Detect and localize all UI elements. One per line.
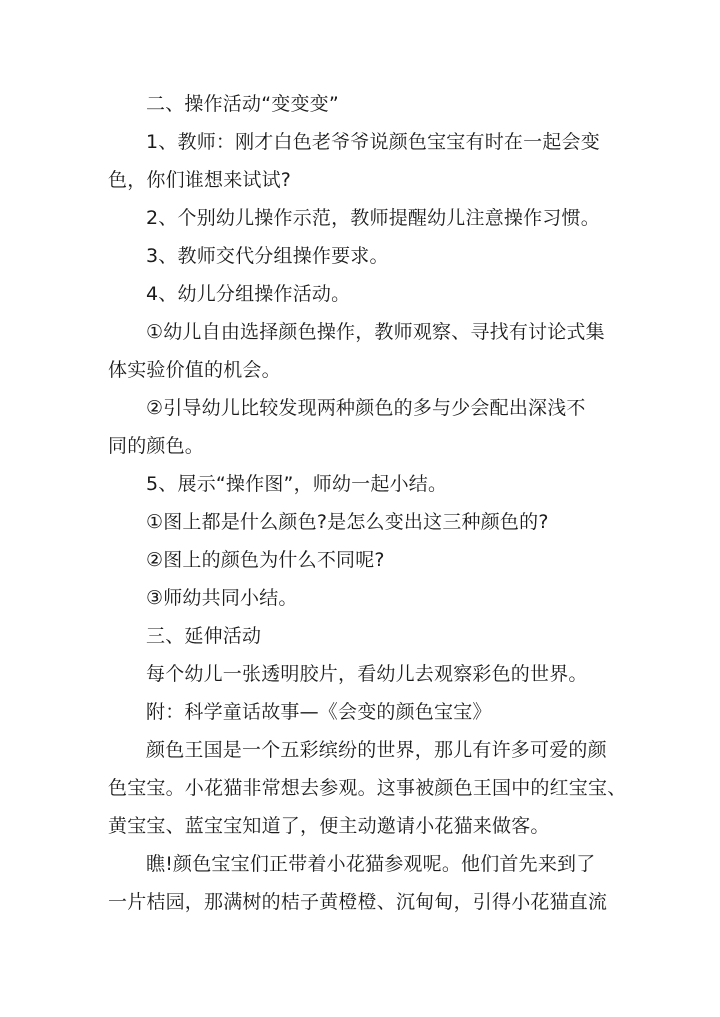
section-heading: 二、操作活动“变变变” [146, 93, 339, 115]
paragraph-line: ②图上的颜色为什么不同呢? [146, 549, 385, 571]
paragraph-line: ③师幼共同小结。 [146, 587, 298, 609]
story-line: 色宝宝。小花猫非常想去参观。这事被颜色王国中的红宝宝、 [108, 777, 627, 799]
paragraph-line: ①幼儿自由选择颜色操作，教师观察、寻找有讨论式集 [146, 321, 605, 343]
story-line: 瞧!颜色宝宝们正带着小花猫参观呢。他们首先来到了 [146, 853, 596, 875]
paragraph-line: 5、展示“操作图”，师幼一起小结。 [146, 473, 448, 495]
paragraph-line: ②引导幼儿比较发现两种颜色的多与少会配出深浅不 [146, 397, 586, 419]
story-line: 一片桔园，那满树的桔子黄橙橙、沉甸甸，引得小花猫直流 [108, 891, 608, 913]
paragraph-line: ①图上都是什么颜色?是怎么变出这三种颜色的? [146, 511, 549, 533]
paragraph-line: 色，你们谁想来试试? [108, 169, 292, 191]
paragraph-line: 4、幼儿分组操作活动。 [146, 283, 351, 305]
paragraph-line: 1、教师：刚才白色老爷爷说颜色宝宝有时在一起会变 [146, 131, 600, 153]
paragraph-line: 2、个别幼儿操作示范，教师提醒幼儿注意操作习惯。 [146, 207, 600, 229]
story-line: 颜色王国是一个五彩缤纷的世界，那儿有许多可爱的颜 [146, 739, 607, 761]
paragraph-line: 3、教师交代分组操作要求。 [146, 245, 389, 267]
paragraph-line: 每个幼儿一张透明胶片，看幼儿去观察彩色的世界。 [146, 663, 588, 685]
paragraph-line: 同的颜色。 [108, 435, 205, 457]
story-line: 黄宝宝、蓝宝宝知道了，便主动邀请小花猫来做客。 [108, 815, 550, 837]
appendix-title: 附：科学童话故事—《会变的颜色宝宝》 [146, 701, 492, 723]
section-heading: 三、延伸活动 [146, 625, 262, 647]
paragraph-line: 体实验价值的机会。 [108, 359, 281, 381]
